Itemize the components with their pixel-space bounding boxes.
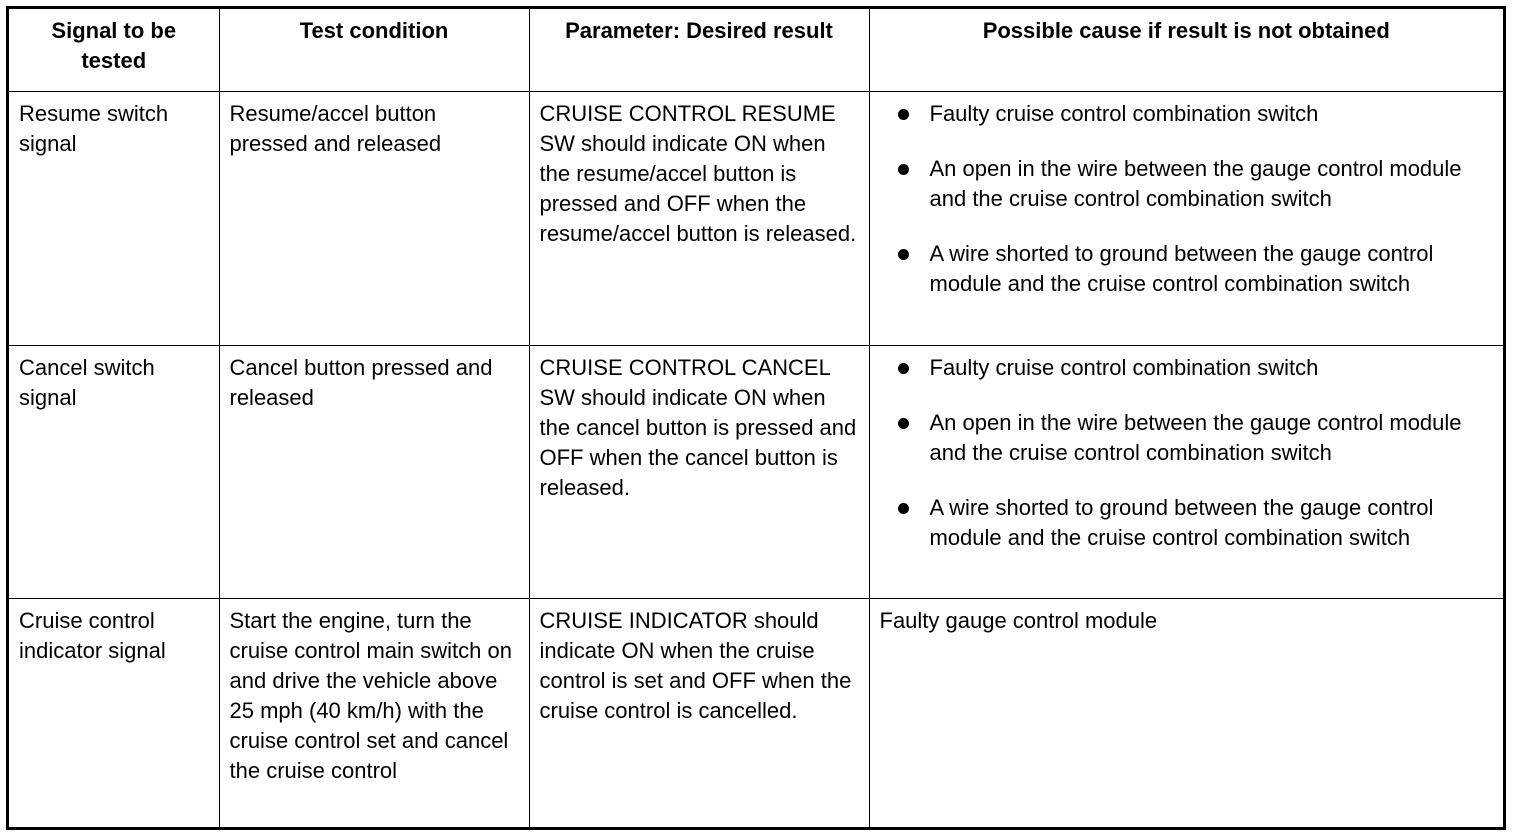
cause-text: A wire shorted to ground between the gauge control module and the cruise control combination switch	[929, 240, 1434, 296]
table-header-row	[9, 9, 1503, 91]
cell-parameter: CRUISE CONTROL RESUME SW should indicate ON when the resume/accel button is pressed and OFF when the resume/accel button is released.	[529, 91, 869, 345]
cause-item	[880, 99, 1494, 129]
cell-condition: Cancel button pressed and released	[219, 345, 529, 598]
bullet-icon	[898, 249, 909, 260]
cause-item	[880, 353, 1494, 383]
cell-signal: Cancel switch signal	[9, 345, 219, 598]
cause-text: Faulty cruise control combination switch	[929, 100, 1319, 126]
header-cause: Possible cause if result is not obtained	[869, 9, 1503, 91]
bullet-icon	[898, 418, 909, 429]
cell-condition: Resume/accel button pressed and released	[219, 91, 529, 345]
cell-parameter: CRUISE INDICATOR should indicate ON when the cruise control is set and OFF when the cruise control is cancelled.	[529, 598, 869, 827]
table-row-resume-switch	[9, 91, 1503, 345]
cause-list	[880, 353, 1494, 553]
cell-causes	[869, 345, 1503, 598]
header-condition: Test condition	[219, 9, 529, 91]
cause-text: An open in the wire between the gauge control module and the cruise control combination switch	[929, 155, 1462, 211]
cause-text: A wire shorted to ground between the gauge control module and the cruise control combination switch	[929, 494, 1434, 550]
cause-item	[880, 408, 1494, 468]
cause-item	[880, 239, 1494, 299]
cause-item	[880, 493, 1494, 553]
bullet-icon	[898, 503, 909, 514]
bullet-icon	[898, 363, 909, 374]
cell-signal: Cruise control indicator signal	[9, 598, 219, 827]
header-parameter: Parameter: Desired result	[529, 9, 869, 91]
diagnostic-table	[9, 9, 1503, 827]
cause-list	[880, 99, 1494, 299]
header-signal: Signal to be tested	[9, 9, 219, 91]
cell-cause: Faulty gauge control module	[869, 598, 1503, 827]
cell-causes	[869, 91, 1503, 345]
diagnostic-table-frame	[6, 6, 1506, 830]
cell-signal: Resume switch signal	[9, 91, 219, 345]
cause-text: An open in the wire between the gauge control module and the cruise control combination switch	[929, 409, 1462, 465]
bullet-icon	[898, 164, 909, 175]
table-row-cruise-indicator	[9, 598, 1503, 827]
cell-parameter: CRUISE CONTROL CANCEL SW should indicate ON when the cancel button is pressed and OFF when the cancel button is released.	[529, 345, 869, 598]
cell-condition: Start the engine, turn the cruise control main switch on and drive the vehicle above 25 mph (40 km/h) with the cruise control set and cancel the cruise control	[219, 598, 529, 827]
table-row-cancel-switch	[9, 345, 1503, 598]
cause-text: Faulty cruise control combination switch	[929, 354, 1319, 380]
cause-item	[880, 154, 1494, 214]
bullet-icon	[898, 109, 909, 120]
